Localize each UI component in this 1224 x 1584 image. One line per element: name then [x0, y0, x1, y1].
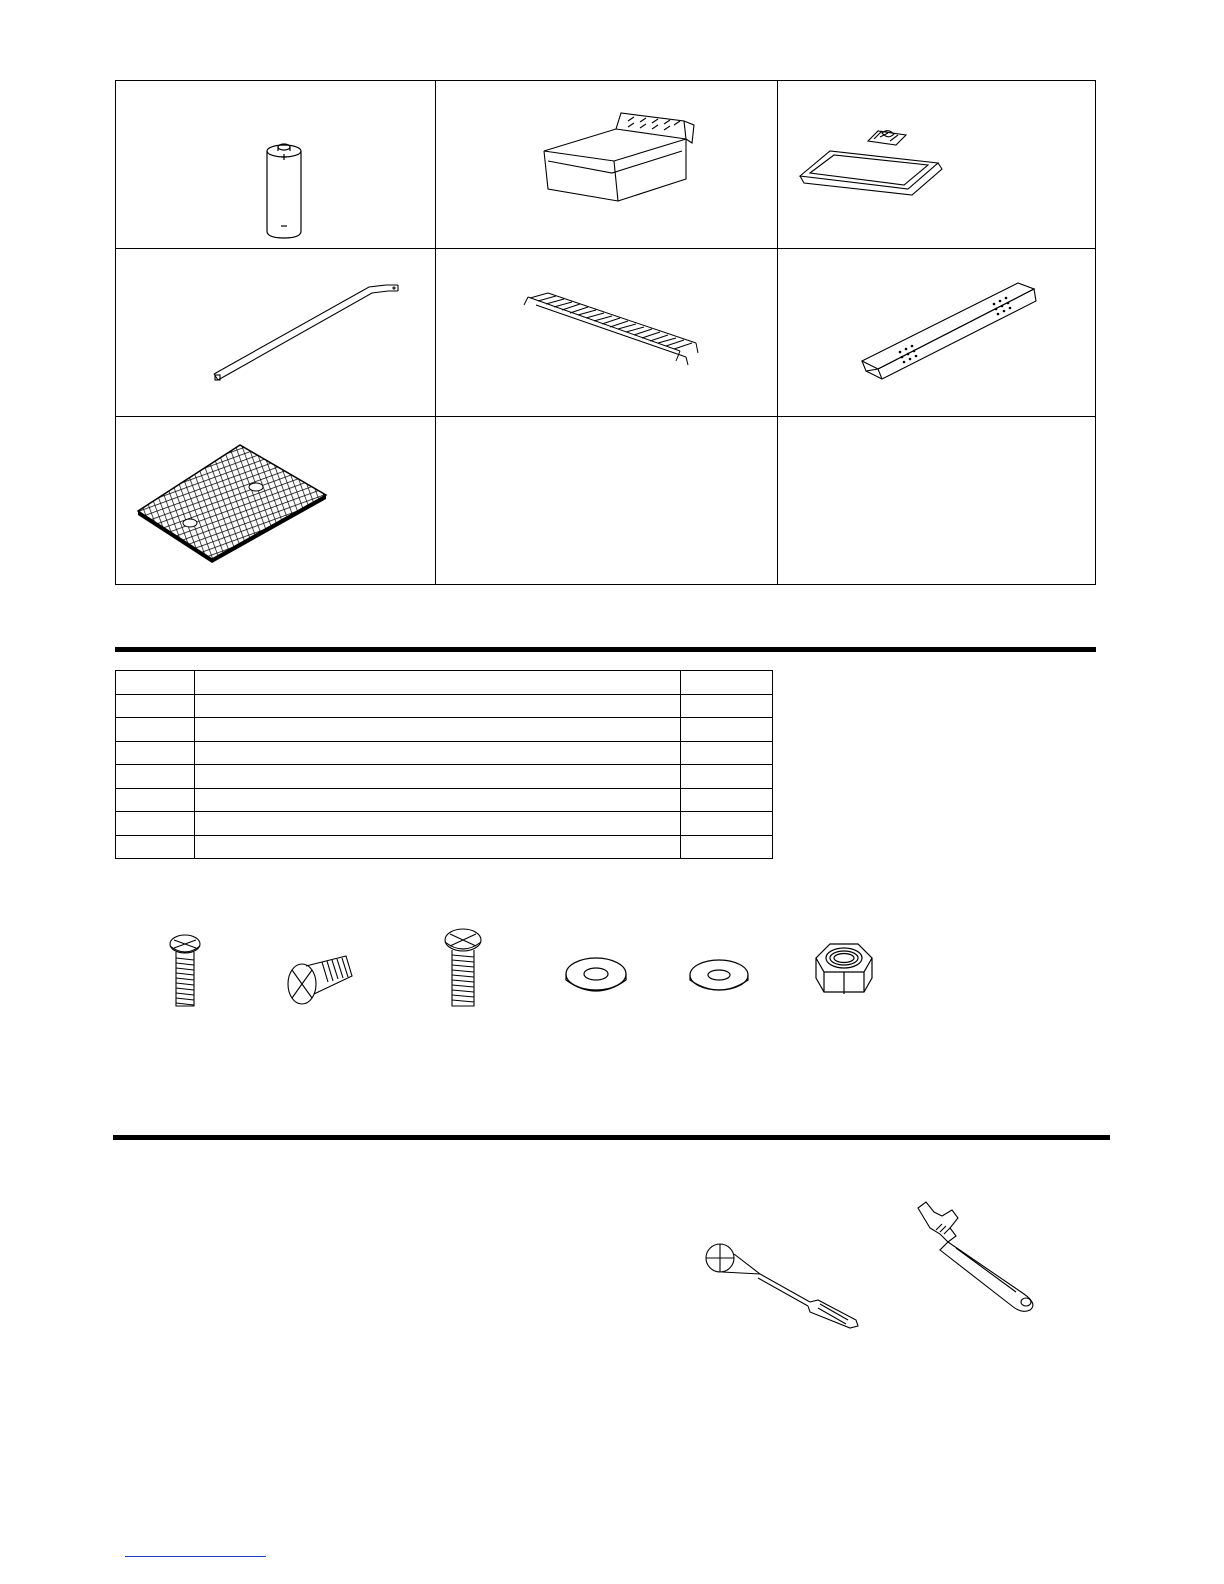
table-cell [194, 835, 680, 859]
round-head-screw-icon [160, 928, 210, 1012]
table-cell [681, 812, 773, 836]
phillips-screwdriver-icon [700, 1238, 864, 1330]
table-cell [681, 741, 773, 765]
hardware-table [115, 670, 773, 859]
table-row [116, 765, 773, 789]
table-cell [194, 671, 680, 695]
table-row [116, 718, 773, 742]
long-screw-icon [436, 922, 490, 1012]
table-cell [194, 788, 680, 812]
table-cell [116, 765, 195, 789]
flat-head-screw-icon [282, 948, 358, 1008]
table-row [116, 835, 773, 859]
table-row [116, 671, 773, 695]
table-row [116, 788, 773, 812]
table-cell [194, 694, 680, 718]
table-cell [116, 835, 195, 859]
battery-icon [116, 81, 435, 248]
adjustable-wrench-icon [912, 1198, 1044, 1320]
side-burner-cover-cell [778, 81, 1096, 248]
cooking-grid-cell [116, 417, 435, 584]
small-washer-icon [686, 956, 752, 1002]
table-cell [681, 671, 773, 695]
table-cell [681, 765, 773, 789]
hex-nut-icon [808, 938, 880, 1002]
empty-cell [436, 417, 777, 584]
cooking-grid-icon [116, 417, 435, 584]
table-cell [681, 718, 773, 742]
table-row [116, 741, 773, 765]
grease-tray-cell [436, 81, 777, 248]
section-rule [113, 1135, 1110, 1140]
table-cell [116, 671, 195, 695]
table-cell [194, 765, 680, 789]
warming-rack-icon [436, 249, 777, 416]
rod-cell [116, 249, 435, 416]
empty-cell [778, 417, 1096, 584]
table-cell [681, 694, 773, 718]
battery-cell [116, 81, 435, 248]
table-cell [116, 788, 195, 812]
table-cell [116, 741, 195, 765]
section-rule [115, 647, 1096, 652]
large-washer-icon [562, 954, 630, 1000]
warming-rack-cell [436, 249, 777, 416]
table-cell [116, 694, 195, 718]
side-burner-cover-icon [778, 81, 1096, 248]
table-cell [194, 812, 680, 836]
footer-link[interactable] [125, 1556, 266, 1557]
table-cell [194, 741, 680, 765]
heat-shield-cell [778, 249, 1096, 416]
grease-tray-icon [436, 81, 777, 248]
table-cell [116, 812, 195, 836]
table-row [116, 812, 773, 836]
rod-icon [116, 249, 435, 416]
heat-shield-icon [778, 249, 1096, 416]
parts-grid [115, 80, 1096, 585]
table-cell [116, 718, 195, 742]
table-cell [194, 718, 680, 742]
table-cell [681, 788, 773, 812]
table-cell [681, 835, 773, 859]
table-row [116, 694, 773, 718]
